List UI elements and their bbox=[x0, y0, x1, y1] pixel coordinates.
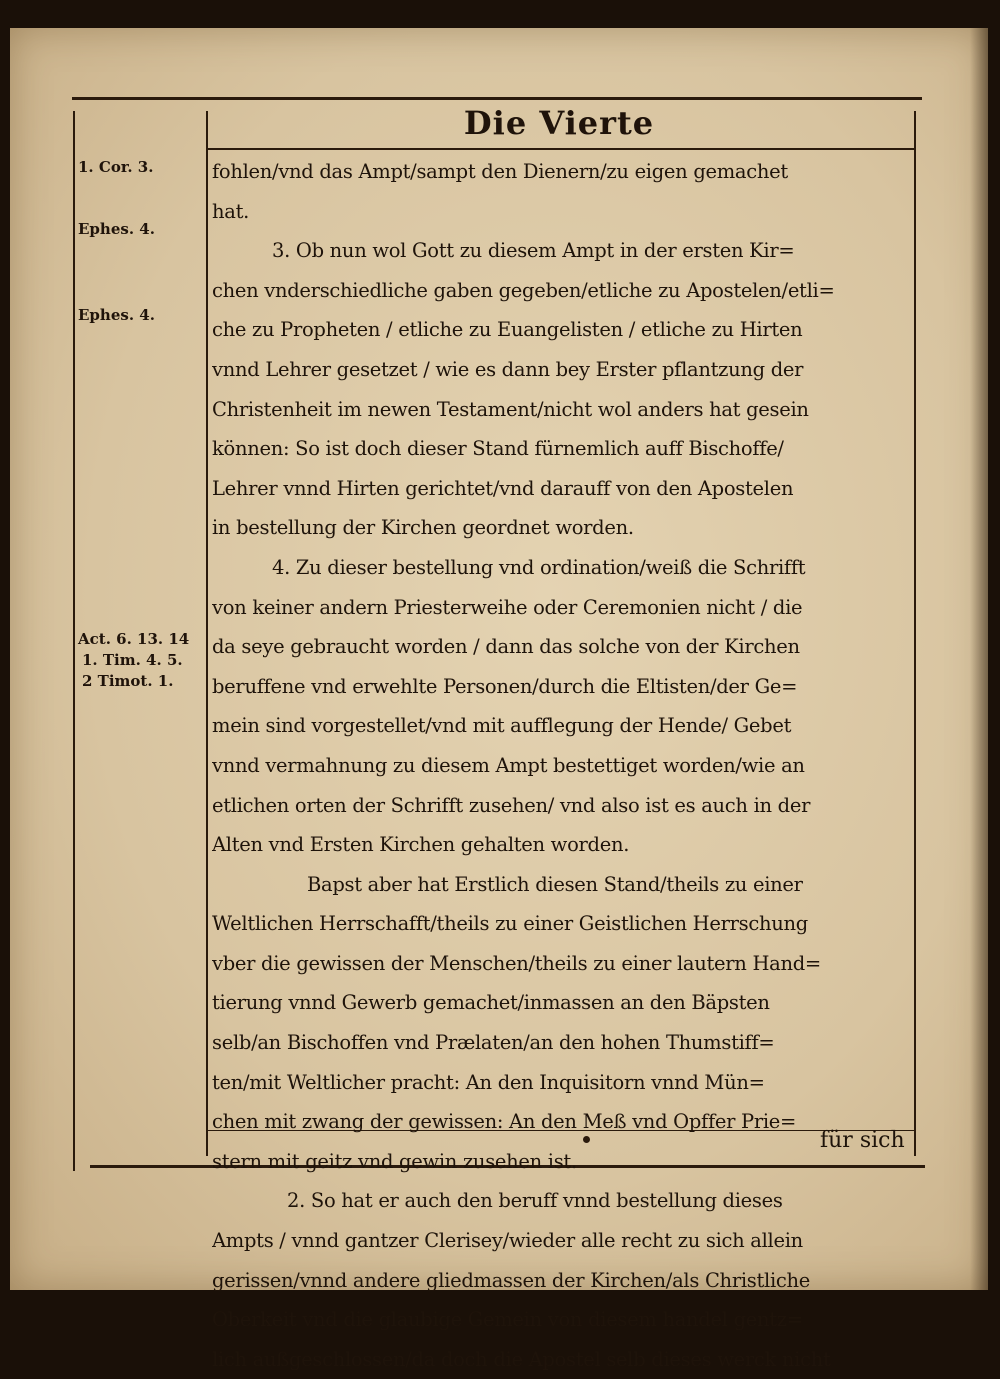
text-line: tierung vnnd Gewerb gemachet/inmassen an den Bäpsten bbox=[212, 991, 770, 1015]
margin-note: Ephes. 4. bbox=[78, 220, 155, 238]
text-line: vnnd Lehrer gesetzet / wie es dann bey Erster pflantzung der bbox=[212, 357, 804, 381]
running-head: Die Vierte bbox=[463, 104, 655, 142]
text-line: Lehrer vnnd Hirten gerichtet/vnd darauff von den Apostelen bbox=[212, 476, 794, 500]
text-line: 3. Ob nun wol Gott zu diesem Ampt in der ersten Kir= bbox=[272, 239, 795, 263]
text-line: beruffene vnd erwehlte Personen/durch die Eltisten/der Ge= bbox=[212, 674, 798, 698]
margin-note: Act. 6. 13. 14 bbox=[78, 630, 190, 648]
text-line: in bestellung der Kirchen geordnet worden. bbox=[212, 516, 634, 540]
text-line: etlichen orten der Schrifft zusehen/ vnd also ist es auch in der bbox=[212, 793, 811, 817]
text-line: Oberkeit vnd die glaubige Gemein von diesem handel gentz= bbox=[212, 1308, 803, 1332]
text-line: Weltlichen Herrschafft/theils zu einer Geistlichen Herrschung bbox=[212, 912, 808, 936]
margin-note: 1. Tim. 4. 5. bbox=[82, 651, 183, 669]
text-line: chen mit zwang der gewissen: An den Meß vnd Opffer Prie= bbox=[212, 1110, 797, 1134]
text-line: hat. bbox=[212, 199, 250, 223]
text-line: stern mit geitz vnd gewin zusehen ist. bbox=[212, 1149, 577, 1173]
top-border-rule bbox=[72, 97, 922, 100]
catchword: für sich bbox=[820, 1128, 905, 1153]
margin-note: 2 Timot. 1. bbox=[82, 672, 174, 690]
running-head-rule bbox=[206, 148, 914, 150]
text-line: mein sind vorgestellet/vnd mit aufflegung der Hende/ Gebet bbox=[212, 714, 792, 738]
text-line: Bapst aber hat Erstlich diesen Stand/theils zu einer bbox=[307, 872, 803, 896]
body-text bbox=[212, 152, 912, 1379]
text-line: vnnd vermahnung zu diesem Ampt bestettiget worden/wie an bbox=[212, 753, 805, 777]
text-line: Christenheit im newen Testament/nicht wol anders hat gesein bbox=[212, 397, 809, 421]
text-line: ten/mit Weltlicher pracht: An den Inquisitorn vnnd Mün= bbox=[212, 1070, 765, 1094]
margin-note: Ephes. 4. bbox=[78, 306, 155, 324]
text-line: Alten vnd Ersten Kirchen gehalten worden. bbox=[212, 833, 630, 857]
outer-left-rule bbox=[73, 111, 75, 1171]
text-line: können: So ist doch dieser Stand fürnemlich auff Bischoffe/ bbox=[212, 437, 784, 461]
text-line: 4. Zu dieser bestellung vnd ordination/weiß die Schrifft bbox=[272, 555, 806, 579]
text-line: 2. So hat er auch den beruff vnnd bestellung dieses bbox=[287, 1189, 783, 1213]
text-line: fohlen/vnd das Ampt/sampt den Dienern/zu eigen gemachet bbox=[212, 160, 788, 183]
page-edge-shadow bbox=[970, 28, 988, 1290]
text-line: vber die gewissen der Menschen/theils zu einer lautern Hand= bbox=[212, 951, 821, 975]
signature-dot bbox=[583, 1136, 590, 1143]
text-line: lich außgeschlossen/da doch die Apostel selb dieses werck nicht bbox=[212, 1347, 831, 1371]
text-line: gerissen/vnnd andere gliedmassen der Kirchen/als Christliche bbox=[212, 1268, 811, 1292]
text-line: von keiner andern Priesterweihe oder Ceremonien nicht / die bbox=[212, 595, 803, 619]
margin-note: 1. Cor. 3. bbox=[78, 158, 154, 176]
text-line: da seye gebraucht worden / dann das solche von der Kirchen bbox=[212, 635, 800, 659]
text-line: selb/an Bischoffen vnd Prælaten/an den hohen Thumstiff= bbox=[212, 1031, 775, 1055]
text-line: Ampts / vnnd gantzer Clerisey/wieder alle recht zu sich allein bbox=[212, 1229, 803, 1253]
text-line: che zu Propheten / etliche zu Euangelisten / etliche zu Hirten bbox=[212, 318, 803, 342]
text-line: chen vnderschiedliche gaben gegeben/etliche zu Apostelen/etli= bbox=[212, 278, 835, 302]
